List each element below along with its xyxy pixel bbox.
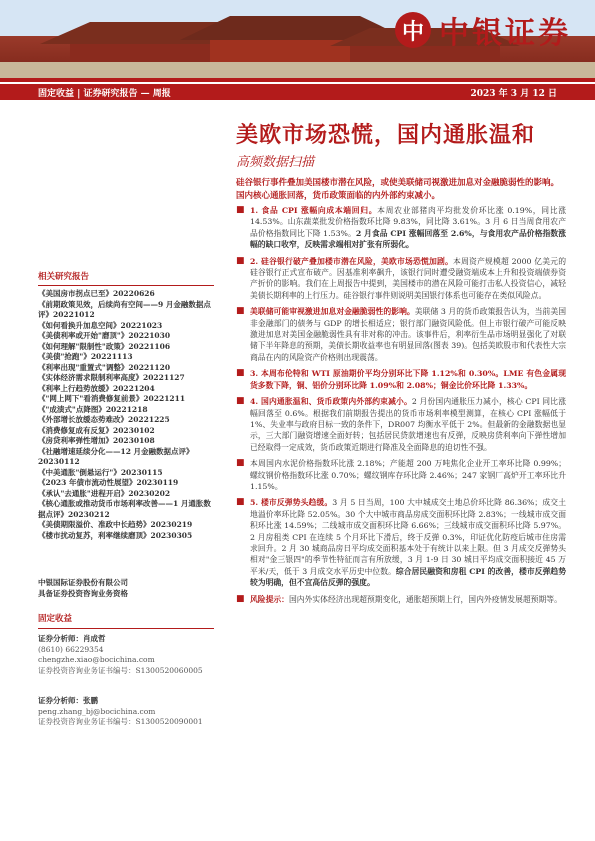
related-report-item[interactable]: 《承认"去通胀"进程开启》20230202 [38, 488, 171, 498]
analyst-name: 证券分析师：肖成哲 [38, 634, 106, 643]
related-report-item[interactable]: 《房贷利率弹性增加》20230108 [38, 436, 155, 445]
related-report-item[interactable]: 《"成渍式"点降图》20221218 [38, 404, 148, 414]
related-report-item[interactable]: 《如何看换升加息空间》20221023 [38, 320, 163, 330]
bullet-heading: 2. 硅谷银行破产叠加楼市潜在风险，美欧市场恐慌加剧。 [250, 256, 454, 266]
header-banner-image [0, 0, 595, 78]
bullet-item [236, 396, 566, 453]
bullet-text: 美联储 3 月的货币政策报告认为，当前美国非金融部门的债务与 GDP 的增长相适应；银行部门融资风险低。但上市银行破产可能反映激进加息对美国金融脆弱性具有非对称的冲击。该事件后，利率衍生品市场明显强化了对联储下半年降息的预期，美债长期收益率也有明显回落(图表 39)。包括美欧股市和代表性大宗商品在内的风险资产价格则出现震荡。 [250, 307, 567, 362]
bullet-square-icon: ■ [236, 396, 245, 407]
related-report-item[interactable]: 《核心通胀或推动货币市场利率改善——1 月通胀数据点评》20230212 [38, 499, 211, 519]
bullet-text: 本周农业部猪肉平均批发价环比涨 0.19%，同比涨 14.53%。山东蔬菜批发价格指数环比降 9.83%，同比降 3.61%。3 月 6 日当周食用农产品价格指数同比下降 1.53%。 [250, 206, 566, 238]
related-report-item[interactable]: 《外部增长放缓态势难改》20221225 [38, 415, 170, 424]
bullet-square-icon: ■ [236, 497, 245, 508]
analyst-2 [38, 696, 214, 728]
related-report-item[interactable]: 《消费修复成有反复》20230102 [38, 425, 155, 435]
brand-name: 中银证券 [439, 16, 571, 51]
related-report-item[interactable]: 《"网上网下"看消费修复前景》20221211 [38, 394, 186, 403]
bullet-text: 2 月份国内通胀压力减小，核心 CPI 同比涨幅回落至 0.6%。根据我们前期报告提出的货币市场利率模型测算，在核心 CPI 涨幅低于 1%、失业率与政府目标一致的条件下，DR007 均衡水平低于 2%。但最新的金融数据也显示，三大部门融资增速全面好转；包括居民贷款增速也有反弹，反映房贷利率向下弹性增加已经取得一定成效，货币政策近期进行降准及全面降息的迫切性不强。 [250, 397, 566, 452]
related-report-item[interactable]: 《如何理解"限制性"政策》20221106 [38, 341, 171, 351]
bullet-item [236, 594, 566, 605]
related-report-item[interactable]: 《利率出现"重置式"调整》20221120 [38, 362, 171, 372]
boc-logo-icon: 中 [395, 12, 431, 48]
category: 固定收益 [38, 614, 73, 624]
bullet-emphasis: 2 月食品 CPI 涨幅回落至 2.6%，与食用农产品价格指数涨幅的缺口收窄，反映需求端相对扩张有所弱化。 [250, 228, 566, 250]
related-reports [38, 270, 214, 541]
bullet-item [236, 368, 566, 391]
bullet-item [236, 205, 566, 251]
analyst-email[interactable]: peng.zhang_bj@bocichina.com [38, 706, 156, 716]
bullet-emphasis: 综合居民融资和房租 CPI 的改善，楼市反弹趋势较为明确，但不宜高估反弹的强度。 [250, 566, 566, 588]
report-date: 2023 年 3 月 12 日 [470, 89, 557, 99]
abstract: 硅谷银行事件叠加美国楼市潜在风险，或使美联储司视激进加息对金融脆弱性的影响。国内核心通胀回落，货币政策面临的内外部约束减小。 [236, 178, 560, 201]
brand-logo [395, 8, 571, 52]
related-report-item[interactable]: 《中美通胀"倒悬运行"》20230115 [38, 467, 163, 477]
header-divider [0, 78, 595, 82]
bullet-heading: 4. 国内通胀温和、货币政策内外部约束减小。 [250, 397, 412, 407]
related-title: 相关研究报告 [38, 272, 90, 282]
page-title: 美欧市场恐慌，国内通胀温和 [236, 122, 536, 148]
related-report-item[interactable]: 《前期政策见效，后续尚有空间——9 月金融数据点评》20221012 [38, 299, 211, 319]
analyst-cert: 证券投资咨询业务证书编号：S1300520060005 [38, 665, 203, 675]
bullet-heading: 美联储可能审视激进加息对金融脆弱性的影响。 [250, 307, 415, 317]
bullet-item [236, 458, 566, 492]
bullet-item [236, 497, 566, 588]
related-report-item[interactable]: 《2023 年债市流动性展望》20230119 [38, 478, 179, 487]
related-report-item[interactable]: 《美国房市拐点已至》20220626 [38, 289, 155, 298]
related-report-item[interactable]: 《实体经济需求限制利率高度》20221127 [38, 373, 185, 382]
analyst-email[interactable]: chengzhe.xiao@bocichina.com [38, 655, 155, 664]
related-report-item[interactable]: 《利率上行趋势放缓》20221204 [38, 383, 155, 393]
bullet-square-icon: ■ [236, 368, 245, 379]
bullet-square-icon: ■ [236, 205, 245, 215]
related-list [38, 289, 214, 541]
report-type: 固定收益 | 证券研究报告 — 周报 [38, 89, 171, 99]
bullet-square-icon: ■ [236, 593, 245, 604]
bullet-square-icon: ■ [236, 306, 245, 317]
bullet-heading: 3. 本周布伦特和 WTI 原油期价平均分别环比下降 1.12%和 0.30%。LME 有色金属现货多数下降，铜、铝价分别环比降 1.09%和 2.08%；铜金比价环比降 1.33%。 [250, 369, 566, 390]
bullet-text: 本周国内水泥价格指数环比涨 2.18%；产能超 200 万吨焦化企业开工率环比降 0.99%；螺纹钢价格指数环比涨 0.70%；螺纹钢库存环比降 2.46%；247 家钢厂高炉开工率环比升 1.15%。 [250, 459, 566, 491]
analyst-name: 证券分析师：张鹏 [38, 696, 98, 705]
related-report-item[interactable]: 《美债利率或开始"磨顶"》20221030 [38, 331, 171, 340]
bullet-text: 国内外实体经济出现超预期变化，通胀超预期上行，国内外疫情发展超预期等。 [288, 594, 562, 604]
bullet-heading: 风险提示： [250, 594, 289, 604]
divider [38, 628, 214, 629]
analyst-1 [38, 634, 214, 676]
page-subtitle: 高频数据扫描 [236, 155, 315, 170]
related-report-item[interactable]: 《社融增速延续分化——12 月金融数据点评》20230112 [38, 446, 194, 466]
bullet-item [236, 256, 566, 302]
analyst-phone: (8610) 66229354 [38, 644, 104, 654]
bullet-list [236, 205, 566, 610]
related-report-item[interactable]: 《美债"抢跑"》20221113 [38, 352, 133, 361]
category-block [38, 614, 214, 632]
bullet-square-icon: ■ [236, 255, 245, 266]
related-report-item[interactable]: 《楼市扰动复苏，利率继续磨顶》20230305 [38, 530, 193, 540]
bullet-heading: 5. 楼市反弹势头趋缓。 [250, 498, 333, 508]
license: 具备证券投资咨询业务资格 [38, 588, 128, 598]
bullet-text: 3 月 5 日当周，100 大中城成交土地总价环比降 86.36%；成交土地溢价率环比降 52.05%。30 个大中城市商品房成交面积环比降 2.83%；一线城市成交面积环比涨 14.59%；二线城市成交面积环比降 6.66%；三线城市成交面积环比降 5.97%。2 月房租类 CPI 在连续 5 个月环比下滑后，终于反弹 0.3%，印证优化防疫后城市住房需求回升。2 月 30 城商品房日平均成交面积基本处于有统计以来上限。但 3 月成交反弹势头相对"金三银四"的季节性特征而言有所放缓，3 月 1-9 日 30 城日平均成交面积接近 45 万平米/天，低于 3 月成交水平历史中位数。 [250, 498, 566, 576]
related-report-item[interactable]: 《美债期限溢价、准政中长趋势》20230219 [38, 520, 193, 529]
bullet-heading: 1. 食品 CPI 涨幅向成本端回归。 [250, 206, 378, 215]
bullet-item [236, 306, 566, 363]
company-name: 中银国际证券股份有限公司 [38, 578, 128, 587]
analyst-cert: 证券投资咨询业务证书编号：S1300520090001 [38, 717, 203, 726]
company-info [38, 578, 214, 599]
bullet-text: 本周资产规模超 2000 亿美元的硅谷银行正式宣布破产。因基准利率飙升，该银行同时遭受融资端成本上升和投资端债券资产折价的影响。我们在上周报告中提到，美国楼市的潜在风险可能打击私人投资信心，减轻美债长期利率的上行压力。硅谷银行事件则说明美国银行体系也可能存在类似风险点。 [250, 256, 566, 300]
divider [38, 285, 214, 286]
bullet-square-icon: ■ [236, 458, 245, 469]
